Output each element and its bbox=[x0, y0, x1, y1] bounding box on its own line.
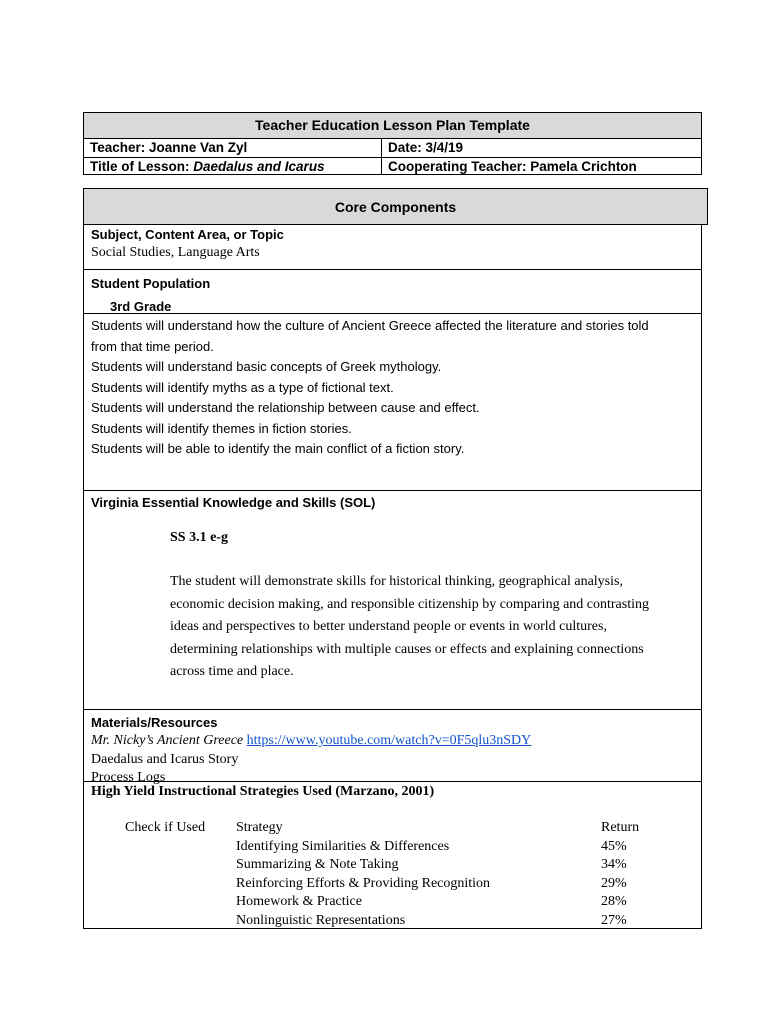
lesson-title-value: Daedalus and Icarus bbox=[193, 159, 325, 174]
check-column bbox=[125, 819, 205, 838]
video-link[interactable]: https://www.youtube.com/watch?v=0F5qlu3nSDY bbox=[246, 733, 532, 748]
subject-label: Subject, Content Area, or Topic bbox=[91, 227, 284, 242]
objective-line: Students will identify myths as a type of fictional text. bbox=[91, 379, 394, 395]
materials-item: Process Logs bbox=[91, 770, 166, 785]
strategy-return: 27% bbox=[601, 912, 627, 928]
objective-line: Students will identify themes in fiction stories. bbox=[91, 420, 352, 436]
strategy-name: Homework & Practice bbox=[236, 894, 362, 909]
objective-line: Students will be able to identify the main conflict of a fiction story. bbox=[91, 441, 465, 456]
materials-label: Materials/Resources bbox=[91, 715, 218, 730]
objective-line: Students will understand basic concepts of Greek mythology. bbox=[91, 359, 442, 374]
strategy-return: 29% bbox=[601, 875, 627, 891]
sol-description bbox=[170, 571, 690, 684]
strategy-name: Identifying Similarities & Differences bbox=[236, 838, 450, 854]
cooperating-teacher-cell: Cooperating Teacher: Pamela Crichton bbox=[388, 159, 637, 174]
template-title: Teacher Education Lesson Plan Template bbox=[84, 113, 701, 139]
materials-item: Daedalus and Icarus Story bbox=[91, 751, 239, 767]
sol-line: across time and place. bbox=[170, 664, 294, 679]
core-components-table bbox=[83, 224, 702, 929]
subject-value: Social Studies, Language Arts bbox=[91, 245, 260, 260]
header-row-2 bbox=[84, 157, 701, 175]
strategy-return: 28% bbox=[601, 894, 627, 909]
strategy-return: 34% bbox=[601, 857, 627, 872]
strategy-return: 45% bbox=[601, 838, 627, 854]
high-yield-section bbox=[84, 782, 701, 929]
teacher-cell: Teacher: Joanne Van Zyl bbox=[84, 139, 382, 157]
strategy-column bbox=[236, 819, 490, 930]
return-header: Return bbox=[601, 820, 640, 835]
materials-section bbox=[84, 710, 701, 785]
header-table bbox=[83, 112, 702, 175]
objective-line: Students will understand the relationship between cause and effect. bbox=[91, 400, 480, 415]
strategy-name: Nonlinguistic Representations bbox=[236, 912, 406, 928]
check-header: Check if Used bbox=[125, 820, 206, 835]
strategy-name: Summarizing & Note Taking bbox=[236, 857, 399, 872]
return-column bbox=[601, 819, 639, 930]
sol-line: determining relationships with multiple causes or effects and explaining connections bbox=[170, 641, 644, 657]
subject-section bbox=[84, 224, 701, 270]
population-section bbox=[84, 270, 701, 314]
objectives-section bbox=[84, 314, 701, 491]
lesson-title-label: Title of Lesson: bbox=[90, 159, 194, 174]
strategy-header: Strategy bbox=[236, 820, 283, 835]
strategy-name: Reinforcing Efforts & Providing Recognition bbox=[236, 875, 491, 891]
sol-label: Virginia Essential Knowledge and Skills (SOL) bbox=[91, 495, 376, 510]
lesson-title-cell bbox=[84, 158, 382, 175]
objective-line: Students will understand how the culture of Ancient Greece affected the literature and stories told bbox=[91, 318, 649, 333]
video-title: Mr. Nicky’s Ancient Greece bbox=[91, 733, 244, 748]
core-components-heading: Core Components bbox=[83, 188, 708, 225]
sol-line: The student will demonstrate skills for historical thinking, geographical analysis, bbox=[170, 574, 623, 589]
sol-line: ideas and perspectives to better understand people or events in world cultures, bbox=[170, 619, 607, 634]
sol-code: SS 3.1 e-g bbox=[170, 530, 228, 545]
sol-line: economic decision making, and responsible citizenship by comparing and contrasting bbox=[170, 596, 649, 612]
population-label: Student Population bbox=[91, 276, 211, 291]
header-row-1 bbox=[84, 139, 701, 157]
materials-video-line bbox=[84, 732, 701, 751]
high-yield-label: High Yield Instructional Strategies Used (Marzano, 2001) bbox=[91, 784, 435, 799]
sol-section bbox=[84, 491, 701, 710]
population-value: 3rd Grade bbox=[110, 299, 172, 314]
objective-line: from that time period. bbox=[91, 338, 214, 354]
date-cell: Date: 3/4/19 bbox=[388, 140, 464, 155]
